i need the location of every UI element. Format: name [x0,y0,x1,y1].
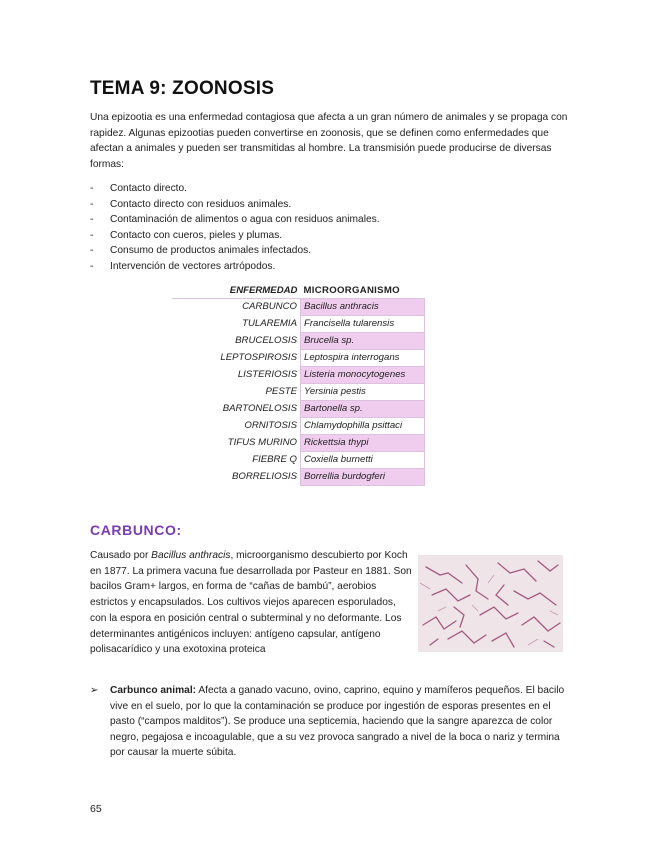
organism-cell: Bartonella sp. [301,401,425,418]
organism-cell: Borrellia burdogferi [301,469,425,486]
bacillus-micrograph-image [418,555,563,652]
disease-cell: LISTERIOSIS [237,368,297,380]
organism-cell: Yersinia pestis [301,384,425,401]
table-row [172,384,425,401]
dash-marker: - [90,183,94,194]
table-row [172,299,425,316]
disease-cell: FIEBRE Q [252,453,297,465]
transmission-list [90,181,560,275]
intro-paragraph: Una epizootia es una enfermedad contagiosa que afecta a un gran número de animales y se propaga con rapidez. Algunas epizootias pueden convertirse en zoonosis, que se definen como enfermedades que afectan a animales y pueden ser transmitidas al hombre. La transmisión puede producirse de diversas formas: [90,112,568,171]
organism-cell: Listeria monocytogenes [301,367,425,384]
table-row [172,333,425,350]
list-item: - Consumo de productos animales infectados. [90,243,560,259]
dash-marker: - [90,229,94,241]
list-item: - Contacto directo. [90,181,560,197]
table-row [172,316,425,333]
micrograph-illustration [418,555,563,652]
disease-cell: BRUCELOSIS [235,334,297,346]
table-header-row [172,283,425,299]
table-row [172,469,425,486]
disease-cell: ORNITOSIS [244,419,297,431]
disease-cell: BARTONELOSIS [222,402,297,414]
disease-cell: CARBUNCO [172,299,301,316]
page-number: 65 [90,803,102,815]
list-item: - Intervención de vectores artrópodos. [90,259,560,275]
organism-cell: Chlamydophilla psittaci [301,418,425,435]
disease-cell: TULAREMIA [242,317,297,329]
organism-cell: Brucella sp. [301,333,425,350]
table-row [172,401,425,418]
dash-marker: - [90,198,94,210]
dash-marker: - [90,245,94,257]
table-row [172,435,425,452]
point-text: Afecta a ganado vacuno, ovino, caprino, equino y mamíferos pequeños. El bacilo vive en el suelo, por lo que la contaminación se produce por ingestión de esporas presentes en el pasto (“campos malditos”). Se produce una septicemia, haciendo que la sangre aparezca de color negro, pegajosa e incoagulable, que a su vez provoca sangrado a nivel de la boca o nariz y termina por causar la muerte súbita. [110,685,565,759]
disease-cell: TIFUS MURINO [227,436,297,448]
disease-cell: PESTE [265,385,297,397]
disease-cell: LEPTOSPIROSIS [220,351,297,363]
organism-cell: Coxiella burnetti [301,452,425,469]
point-label: Carbunco animal: [110,685,197,696]
organism-cell: Francisella tularensis [301,316,425,333]
header-organism: MICROORGANISMO [303,285,400,296]
arrow-bullet-icon: ➢ [90,685,99,696]
page-title: TEMA 9: ZOONOSIS [90,78,275,99]
header-disease: ENFERMEDAD [172,283,301,299]
organism-cell: Leptospira interrogans [301,350,425,367]
list-item: - Contacto directo con residuos animales. [90,197,560,213]
dash-marker: - [90,214,94,226]
carbunco-animal-point [90,683,566,761]
organism-name: Bacillus anthracis [151,550,231,561]
zoonosis-table [172,283,425,486]
organism-cell: Rickettsia thypi [301,435,425,452]
table-row [172,452,425,469]
table-row [172,350,425,367]
list-item: - Contaminación de alimentos o agua con residuos animales. [90,212,560,228]
list-item: - Contacto con cueros, pieles y plumas. [90,228,560,244]
section-title: CARBUNCO: [90,522,182,538]
table-row [172,418,425,435]
dash-marker: - [90,260,94,272]
carbunco-paragraph: Causado por Bacillus anthracis, microorganismo descubierto por Koch en 1877. La primera vacuna fue desarrollada por Pasteur en 1881. Son bacilos Gram+ largos, en forma de “cañas de bambú”, aerobios estrictos y encapsulados. Los cultivos viejos aparecen esporulados, con la espora en posición central o subterminal y no deformante. Los determinantes antigénicos incluyen: antígeno capsular, antígeno polisacarídico y una exotoxina proteica [90,550,412,656]
organism-cell: Bacillus anthracis [301,299,425,316]
disease-cell: BORRELIOSIS [231,470,297,482]
table-row [172,367,425,384]
